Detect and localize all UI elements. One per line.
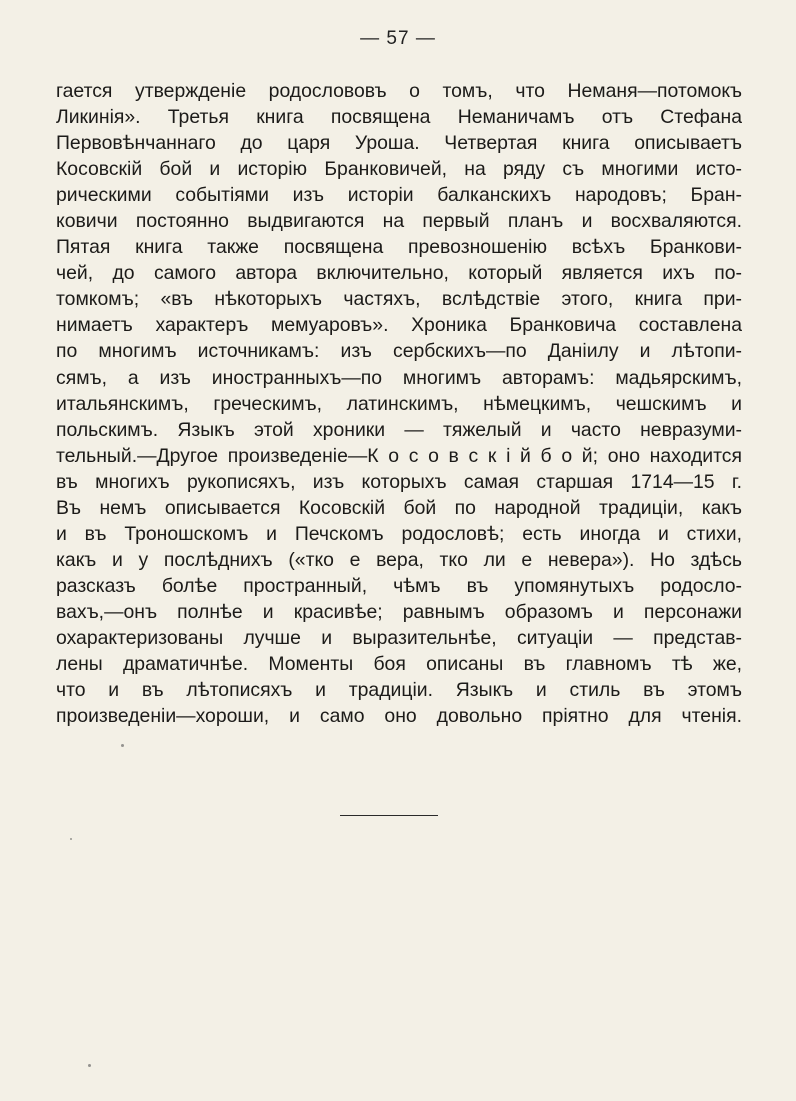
text-line: вахъ,—онъ полнѣе и красивѣе; равнымъ образомъ и персонажи bbox=[56, 600, 742, 623]
paper-speck bbox=[70, 838, 72, 840]
text-line: томкомъ; «въ нѣкоторыхъ частяхъ, вслѣдствіе этого, книга при- bbox=[56, 288, 742, 311]
text-line: ковичи постоянно выдвигаются на первый планъ и восхваляются. bbox=[56, 210, 742, 233]
text-line: чей, до самого автора включительно, который является ихъ по- bbox=[56, 262, 742, 285]
text-line: лены драматичнѣе. Моменты боя описаны въ главномъ тѣ же, bbox=[56, 653, 742, 676]
text-line: какъ и у послѣднихъ («тко е вера, тко ли е невера»). Но здѣсь bbox=[56, 548, 742, 571]
text-line: разсказъ болѣе пространный, чѣмъ въ упомянутыхъ родосло- bbox=[56, 574, 742, 597]
text-line: сямъ, а изъ иностранныхъ—по многимъ авторамъ: мадьярскимъ, bbox=[56, 366, 742, 389]
text-line: Косовскій бой и исторію Бранковичей, на ряду съ многими исто- bbox=[56, 158, 742, 181]
text-line: Ликинія». Третья книга посвящена Неманичамъ отъ Стефана bbox=[56, 106, 742, 129]
text-line: произведеніи—хороши, и само оно довольно пріятно для чтенія. bbox=[56, 705, 742, 728]
text-line: въ многихъ рукописяхъ, изъ которыхъ самая старшая 1714—15 г. bbox=[56, 470, 742, 493]
text-line: польскимъ. Языкъ этой хроники — тяжелый и часто невразуми- bbox=[56, 418, 742, 441]
text-line: рическими событіями изъ исторіи балканскихъ народовъ; Бран- bbox=[56, 184, 742, 207]
text-line: нимаетъ характеръ мемуаровъ». Хроника Бранковича составлена bbox=[56, 314, 742, 337]
text-line: по многимъ источникамъ: изъ сербскихъ—по Даніилу и лѣтопи- bbox=[56, 340, 742, 363]
text-line: и въ Троношскомъ и Печскомъ родословѣ; есть иногда и стихи, bbox=[56, 522, 742, 545]
text-line: Въ немъ описывается Косовскій бой по народной традиціи, какъ bbox=[56, 496, 742, 519]
text-line: что и въ лѣтописяхъ и традиціи. Языкъ и стиль въ этомъ bbox=[56, 679, 742, 702]
body-text bbox=[56, 78, 742, 729]
text-line: итальянскимъ, греческимъ, латинскимъ, нѣмецкимъ, чешскимъ и bbox=[56, 392, 742, 415]
paper-speck bbox=[88, 1064, 91, 1067]
text-line: Пятая книга также посвящена превозношенію всѣхъ Бранкови- bbox=[56, 236, 742, 259]
text-line: Первовѣнчаннаго до царя Уроша. Четвертая книга описываетъ bbox=[56, 132, 742, 155]
page-number: — 57 — bbox=[360, 28, 436, 49]
text-line: гается утвержденіе родослововъ о томъ, что Неманя—потомокъ bbox=[56, 80, 742, 102]
paper-speck bbox=[121, 744, 124, 747]
text-line: тельный.—Другое произведеніе—К о с о в с к і й б о й; оно находится bbox=[56, 444, 742, 467]
text-line: охарактеризованы лучше и выразительнѣе, ситуаціи — представ- bbox=[56, 626, 742, 649]
section-divider-rule bbox=[340, 815, 438, 816]
